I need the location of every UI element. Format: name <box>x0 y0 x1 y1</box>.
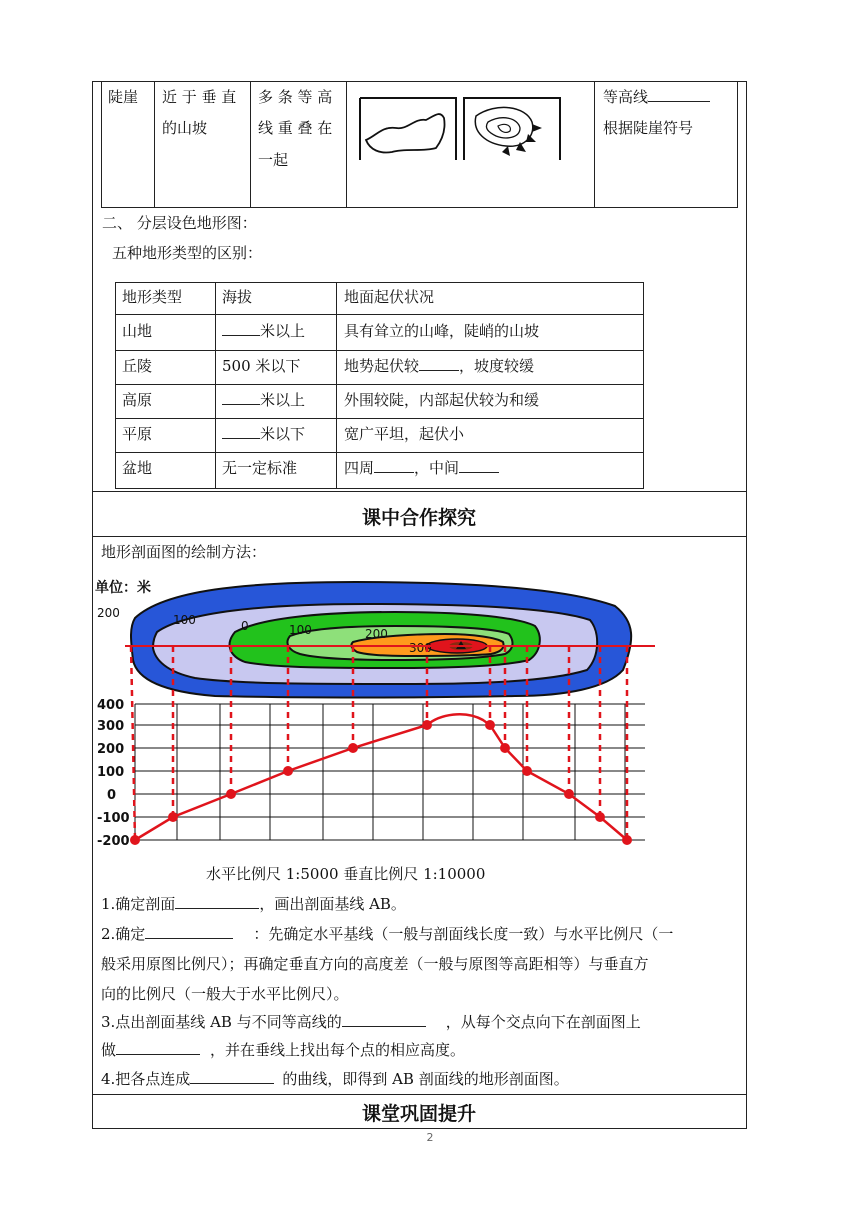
section-title-cooperation: 课中合作探究 <box>361 507 476 529</box>
row-note-line-1: 等高线 <box>603 87 710 107</box>
row-feature-line-1: 多 条 等 高 <box>258 88 333 106</box>
scale-text: 水平比例尺 1:5000 垂直比例尺 1:10000 <box>206 865 486 883</box>
y-tick-label: 0 <box>107 788 117 803</box>
table-row-type: 平原 <box>122 425 153 443</box>
table-header-altitude: 海拔 <box>222 288 253 306</box>
row-desc-line-2: 的山坡 <box>162 119 208 137</box>
table-row-altitude: 无一定标准 <box>222 459 298 477</box>
table-row-type: 高原 <box>122 391 153 409</box>
contour-label: 200 <box>365 627 388 641</box>
frame-left-line <box>92 81 93 1129</box>
table-row-type: 丘陵 <box>122 357 153 375</box>
table-row-altitude: 米以上 <box>222 384 305 417</box>
table-row-type: 山地 <box>122 322 153 340</box>
row-feature-line-3: 一起 <box>258 151 289 169</box>
table-row-relief: 外围较陡，内部起伏较为和缓 <box>344 391 540 409</box>
blank-relief-middle[interactable] <box>459 458 499 473</box>
contour-label: 200 <box>97 606 120 620</box>
table-row-altitude: 米以下 <box>222 418 305 451</box>
row-desc-line-1: 近 于 垂 直 <box>162 88 237 106</box>
profile-figure <box>95 570 660 860</box>
blank-relief-around[interactable] <box>374 458 414 473</box>
frame-top-line <box>92 81 747 82</box>
blank-relief[interactable] <box>419 356 459 371</box>
cliff-illustration <box>356 96 566 160</box>
y-axis-labels <box>97 698 130 849</box>
contour-label: 100 <box>289 623 312 637</box>
table-row-relief: 四周 ，中间 <box>344 452 499 485</box>
step-3-line-2: 做 ，并在垂线上找出每个点的相应高度。 <box>101 1041 466 1059</box>
contour-label: 100 <box>173 613 196 627</box>
y-tick-label: -200 <box>97 834 130 849</box>
y-tick-label: -100 <box>97 811 130 826</box>
row-note-line-2: 根据陡崖符号 <box>603 119 694 137</box>
blank-altitude[interactable] <box>222 424 260 439</box>
blank-step-2[interactable] <box>145 924 233 939</box>
step-2-line-2: 般采用原图比例尺）；再确定垂直方向的高度差（一般与原图等高距相等）与垂直方 <box>101 955 649 973</box>
y-tick-label: 100 <box>97 765 125 780</box>
blank-step-3-b[interactable] <box>116 1040 200 1055</box>
table-row-relief: 具有耸立的山峰，陡峭的山坡 <box>344 322 540 340</box>
step-1: 1.确定剖面 ，画出剖面基线 AB。 <box>101 895 406 913</box>
row-name: 陡崖 <box>108 88 139 106</box>
table-row-altitude: 米以上 <box>222 315 305 348</box>
blank-altitude[interactable] <box>222 390 260 405</box>
unit-label: 单位：米 <box>95 580 151 596</box>
table-row-relief: 宽广平坦，起伏小 <box>344 425 465 443</box>
table-row-relief: 地势起伏较 ，坡度较缓 <box>344 357 535 375</box>
table-row-type: 盆地 <box>122 459 153 477</box>
frame-bottom-line <box>92 1128 747 1129</box>
frame-right-line <box>746 81 747 1129</box>
profile-intro: 地形剖面图的绘制方法： <box>101 543 267 561</box>
y-tick-label: 400 <box>97 698 125 713</box>
section2-subheading: 五种地形类型的区别： <box>112 244 263 262</box>
row-feature-line-2: 线 重 叠 在 <box>258 119 333 137</box>
page-number: 2 <box>426 1131 434 1144</box>
blank-step-3[interactable] <box>342 1012 426 1027</box>
contour-label: 0 <box>241 619 249 633</box>
table-header-relief: 地面起伏状况 <box>344 288 435 306</box>
blank-altitude[interactable] <box>222 321 260 336</box>
y-tick-label: 300 <box>97 719 125 734</box>
step-3: 3.点出剖面基线 AB 与不同等高线的 ，从每个交点向下在剖面图上 <box>101 1013 641 1031</box>
table-row-altitude: 500 米以下 <box>222 357 301 375</box>
contour-label: 300 <box>409 641 432 655</box>
profile-curve <box>135 714 627 840</box>
step-2-line-3: 向的比例尺（一般大于水平比例尺）。 <box>101 985 349 1003</box>
table-header-type: 地形类型 <box>122 288 183 306</box>
section2-heading: 二、 分层设色地形图： <box>102 214 257 232</box>
blank-step-4[interactable] <box>190 1069 274 1084</box>
blank-step-1[interactable] <box>175 894 259 909</box>
section-title-consolidate: 课堂巩固提升 <box>361 1103 476 1125</box>
blank-contour-lines[interactable] <box>648 87 710 102</box>
y-tick-label: 200 <box>97 742 125 757</box>
step-4: 4.把各点连成 的曲线，即得到 AB 剖面线的地形剖面图。 <box>101 1070 569 1088</box>
step-2: 2.确定 ：先确定水平基线（一般与剖面线长度一致）与水平比例尺（一 <box>101 925 674 943</box>
